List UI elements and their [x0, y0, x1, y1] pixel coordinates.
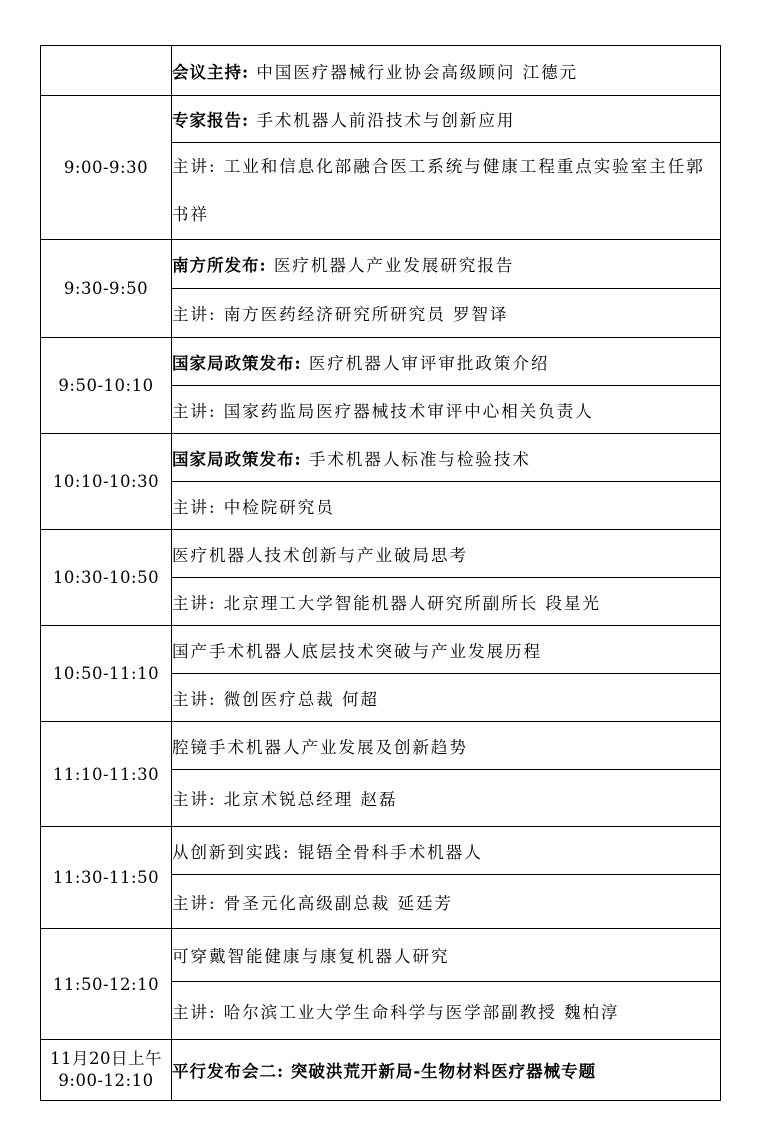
- session-row-title: [41, 240, 721, 289]
- host-text: 中国医疗器械行业协会高级顾问 江德元: [256, 62, 579, 82]
- agenda-table: [40, 45, 721, 1101]
- host-label: 会议主持:: [172, 62, 250, 82]
- session-time: 11:10-11:30: [41, 722, 172, 827]
- session-title-label: 南方所发布:: [172, 256, 267, 275]
- final-time-cell: [41, 1040, 172, 1101]
- session-title: 医疗机器人产业发展研究报告: [273, 256, 515, 275]
- session-title: 医疗机器人审评审批政策介绍: [308, 353, 550, 373]
- session-speaker: 主讲: 哈尔滨工业大学生命科学与医学部副教授 魏柏淳: [172, 982, 721, 1040]
- session-speaker: 主讲: 工业和信息化部融合医工系统与健康工程重点实验室主任郭书祥: [172, 143, 721, 240]
- session-row-title: [41, 626, 721, 674]
- session-speaker: 主讲: 北京术锐总经理 赵磊: [172, 770, 721, 827]
- session-time: 9:50-10:10: [41, 338, 172, 434]
- final-time: 9:00-12:10: [58, 1071, 154, 1090]
- session-title-label: 国家局政策发布:: [172, 449, 302, 469]
- session-speaker: 主讲: 国家药监局医疗器械技术审评中心相关负责人: [172, 386, 721, 434]
- session-title-label: 国家局政策发布:: [172, 353, 302, 373]
- session-title: 手术机器人前沿技术与创新应用: [256, 111, 516, 130]
- session-row-title: [41, 827, 721, 875]
- session-title-cell: [172, 338, 721, 386]
- session-time: 9:00-9:30: [41, 96, 172, 240]
- host-row: [41, 46, 721, 96]
- session-title: 手术机器人标准与检验技术: [308, 449, 531, 469]
- final-title: 平行发布会二: 突破洪荒开新局-生物材料医疗器械专题: [172, 1040, 721, 1101]
- empty-time-cell: [41, 46, 172, 96]
- session-title-label: 专家报告:: [172, 111, 250, 130]
- session-speaker: 主讲: 南方医药经济研究所研究员 罗智译: [172, 289, 721, 338]
- session-time: 10:30-10:50: [41, 530, 172, 626]
- session-row-title: [41, 338, 721, 386]
- session-row-title: [41, 434, 721, 482]
- session-speaker: 主讲: 骨圣元化高级副总裁 延廷芳: [172, 875, 721, 929]
- session-time: 10:10-10:30: [41, 434, 172, 530]
- session-row-title: [41, 96, 721, 143]
- session-time: 9:30-9:50: [41, 240, 172, 338]
- final-date: 11月20日上午: [50, 1049, 162, 1068]
- final-row: [41, 1040, 721, 1101]
- session-title: 腔镜手术机器人产业发展及创新趋势: [172, 722, 721, 770]
- session-title: 从创新到实践: 锟铻全骨科手术机器人: [172, 827, 721, 875]
- session-title: 可穿戴智能健康与康复机器人研究: [172, 929, 721, 982]
- session-row-title: [41, 722, 721, 770]
- host-cell: [172, 46, 721, 96]
- session-time: 11:50-12:10: [41, 929, 172, 1040]
- session-time: 10:50-11:10: [41, 626, 172, 722]
- session-speaker: 主讲: 中检院研究员: [172, 482, 721, 530]
- session-row-title: [41, 929, 721, 982]
- session-title: 国产手术机器人底层技术突破与产业发展历程: [172, 626, 721, 674]
- session-speaker: 主讲: 北京理工大学智能机器人研究所副所长 段星光: [172, 578, 721, 626]
- session-time: 11:30-11:50: [41, 827, 172, 929]
- session-row-title: [41, 530, 721, 578]
- session-speaker: 主讲: 微创医疗总裁 何超: [172, 674, 721, 722]
- session-title-cell: [172, 240, 721, 289]
- session-title-cell: [172, 434, 721, 482]
- session-title: 医疗机器人技术创新与产业破局思考: [172, 530, 721, 578]
- session-title-cell: [172, 96, 721, 143]
